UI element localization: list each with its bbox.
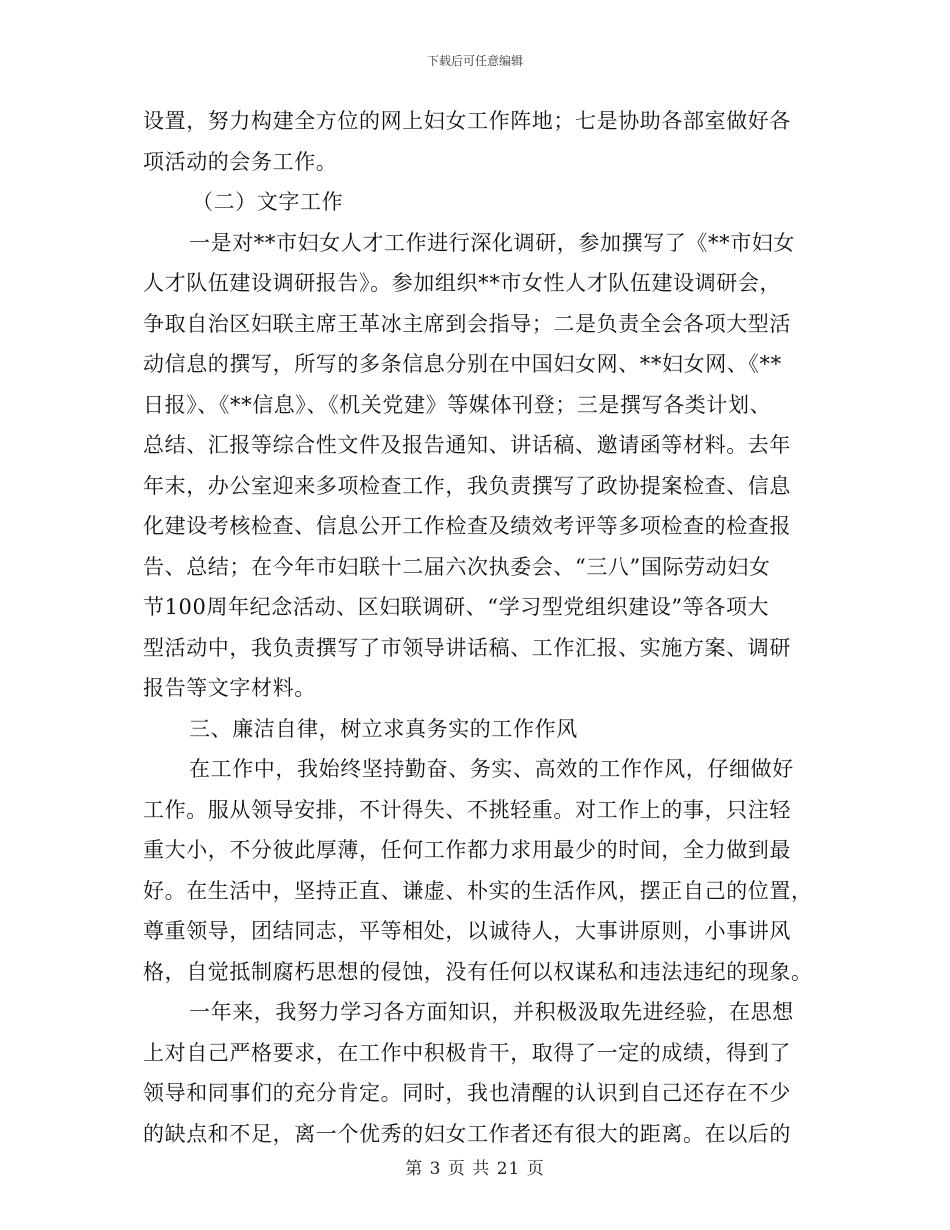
- text-line: 日报》、《**信息》、《机关党建》等媒体刊登；三是撰写各类计划、: [143, 392, 772, 417]
- text-line: 工作。服从领导安排，不计得失、不挑轻重。对工作上的事，只注轻: [143, 797, 791, 822]
- page-number-footer: 第 3 页 共 21 页: [405, 1159, 545, 1179]
- text-line: 化建设考核检查、信息公开工作检查及绩效考评等多项检查的检查报: [143, 514, 791, 538]
- text-line: 重大小，不分彼此厚薄，任何工作都力求用最少的时间，全力做到最: [143, 838, 791, 862]
- text-line: 动信息的撰写，所写的多条信息分别在中国妇女网、**妇女网、《**: [143, 352, 782, 376]
- text-line: 在工作中，我始终坚持勤奋、务实、高效的工作作风，仔细做好: [189, 757, 794, 781]
- text-line: 格，自觉抵制腐朽思想的侵蚀，没有任何以权谋私和违法违纪的现象。: [143, 959, 813, 984]
- text-line: 年末，办公室迎来多项检查工作，我负责撰写了政协提案检查、信息: [143, 473, 791, 498]
- text-line: 设置，努力构建全方位的网上妇女工作阵地；七是协助各部室做好各: [143, 109, 791, 133]
- text-line: 一年来，我努力学习各方面知识，并积极汲取先进经验，在思想: [189, 1000, 794, 1024]
- text-line: 好。在生活中，坚持正直、谦虚、朴实的生活作风，摆正自己的位置，: [143, 878, 813, 903]
- section-heading-integrity: [143, 709, 805, 750]
- text-line: 尊重领导，团结同志，平等相处，以诚待人，大事讲原则，小事讲风: [143, 919, 791, 943]
- text-line: 型活动中，我负责撰写了市领导讲话稿、工作汇报、实施方案、调研: [143, 635, 791, 660]
- text-line: 告、总结；在今年市妇联十二届六次执委会、“三八”国际劳动妇女: [143, 554, 771, 579]
- text-line: 报告等文字材料。: [143, 676, 316, 700]
- text-line: 节100周年纪念活动、区妇联调研、“学习型党组织建设”等各项大: [143, 595, 770, 619]
- text-line: 的缺点和不足，离一个优秀的妇女工作者还有很大的距离。在以后的: [143, 1121, 791, 1146]
- text-line: 争取自治区妇联主席王革冰主席到会指导；二是负责全会各项大型活: [143, 311, 791, 336]
- heading-line: 三、廉洁自律，树立求真务实的工作作风: [189, 716, 578, 741]
- text-line: 上对自己严格要求，在工作中积极肯干，取得了一定的成绩，得到了: [143, 1040, 791, 1065]
- paragraph-2: [143, 223, 805, 709]
- text-line: 总结、汇报等综合性文件及报告通知、讲话稿、邀请函等材料。去年: [143, 433, 791, 457]
- text-line: 人才队伍建设调研报告》。参加组织**市女性人才队伍建设调研会，: [143, 271, 782, 295]
- document-body: [143, 101, 813, 1154]
- text-line: 项活动的会务工作。: [143, 149, 338, 174]
- section-heading-text-work: [143, 182, 805, 223]
- paragraph-4: [143, 992, 805, 1154]
- heading-line: （二）文字工作: [192, 190, 344, 214]
- page-header: 下载后可任意编辑: [426, 54, 523, 68]
- paragraph-3: [143, 749, 813, 992]
- paragraph-1: [143, 101, 805, 182]
- text-line: 一是对**市妇女人才工作进行深化调研，参加撰写了《**市妇女: [189, 230, 795, 255]
- text-line: 领导和同事们的充分肯定。同时，我也清醒的认识到自己还存在不少: [143, 1081, 791, 1105]
